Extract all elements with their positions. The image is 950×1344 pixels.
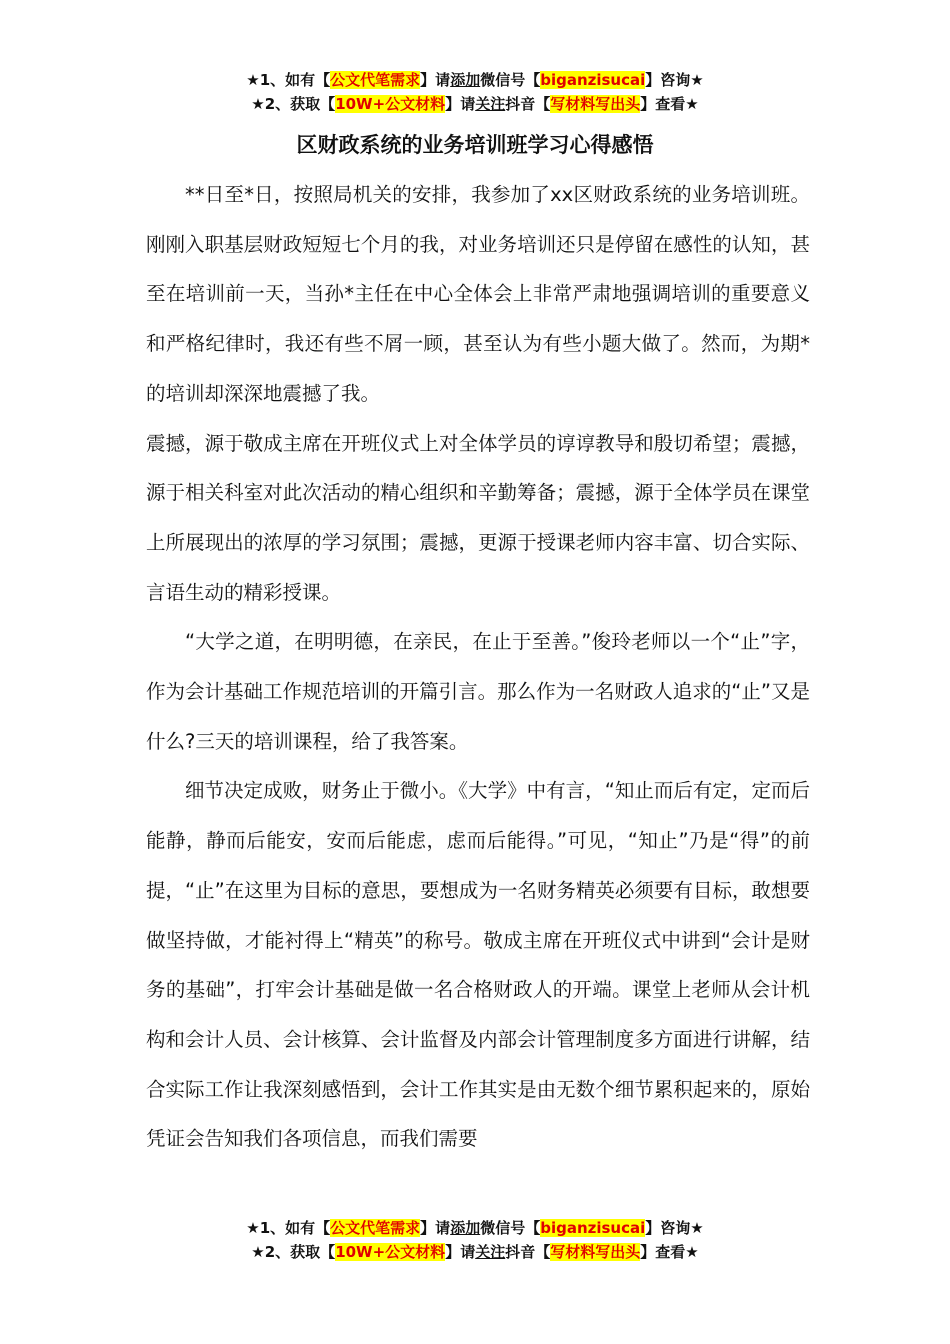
document-title: 区财政系统的业务培训班学习心得感悟: [296, 133, 654, 157]
highlight-ghostwriting: 公文代笔需求: [330, 1219, 421, 1237]
highlight-wechat-id: biganzisucai: [540, 71, 646, 89]
highlight-materials: 10W+公文材料: [335, 95, 446, 113]
paragraph: 震撼，源于敬成主席在开班仪式上对全体学员的谆谆教导和殷切希望；震撼，源于相关科室对此次活动的精心组织和辛勤筹备；震撼，源于全体学员在课堂上所展现出的浓厚的学习氛围；震撼，更源于授课老师内容丰富、切合实际、言语生动的精彩授课。: [146, 431, 810, 604]
highlight-douyin: 写材料写出头: [550, 1243, 641, 1261]
highlight-douyin: 写材料写出头: [550, 95, 641, 113]
document-body: [146, 170, 810, 1164]
promo-line-1: ★1、如有【公文代笔需求】请添加微信号【biganzisucai】咨询★: [246, 1219, 704, 1237]
promo-banner-top: [0, 68, 950, 116]
paragraph: 细节决定成败，财务止于微小。《大学》中有言，“知止而后有定，定而后能静，静而后能安，安而后能虑，虑而后能得。”可见，“知止”乃是“得”的前提，“止”在这里为目标的意思，要想成为一名财务精英必须要有目标，敢想要做坚持做，才能衬得上“精英”的称号。敬成主席在开班仪式中讲到“会计是财务的基础”，打牢会计基础是做一名合格财政人的开端。课堂上老师从会计机构和会计人员、会计核算、会计监督及内部会计管理制度多方面进行讲解，结合实际工作让我深刻感悟到，会计工作其实是由无数个细节累积起来的，原始凭证会告知我们各项信息，而我们需要: [146, 779, 810, 1151]
highlight-wechat-id: biganzisucai: [540, 1219, 646, 1237]
paragraph: “大学之道，在明明德，在亲民，在止于至善。”俊玲老师以一个“止”字，作为会计基础工作规范培训的开篇引言。那么作为一名财政人追求的“止”又是什么?三天的培训课程，给了我答案。: [146, 630, 810, 753]
highlight-materials: 10W+公文材料: [335, 1243, 446, 1261]
promo-line-1: ★1、如有【公文代笔需求】请添加微信号【biganzisucai】咨询★: [246, 71, 704, 89]
promo-banner-bottom: [0, 1216, 950, 1264]
promo-line-2: ★2、获取【10W+公文材料】请关注抖音【写材料写出头】查看★: [251, 1243, 699, 1261]
paragraph: **日至*日，按照局机关的安排，我参加了xx区财政系统的业务培训班。刚刚入职基层财政短短七个月的我，对业务培训还只是停留在感性的认知，甚至在培训前一天，当孙*主任在中心全体会上非常严肃地强调培训的重要意义和严格纪律时，我还有些不屑一顾，甚至认为有些小题大做了。然而，为期*的培训却深深地震撼了我。: [146, 183, 810, 405]
promo-line-2: ★2、获取【10W+公文材料】请关注抖音【写材料写出头】查看★: [251, 95, 699, 113]
highlight-ghostwriting: 公文代笔需求: [330, 71, 421, 89]
